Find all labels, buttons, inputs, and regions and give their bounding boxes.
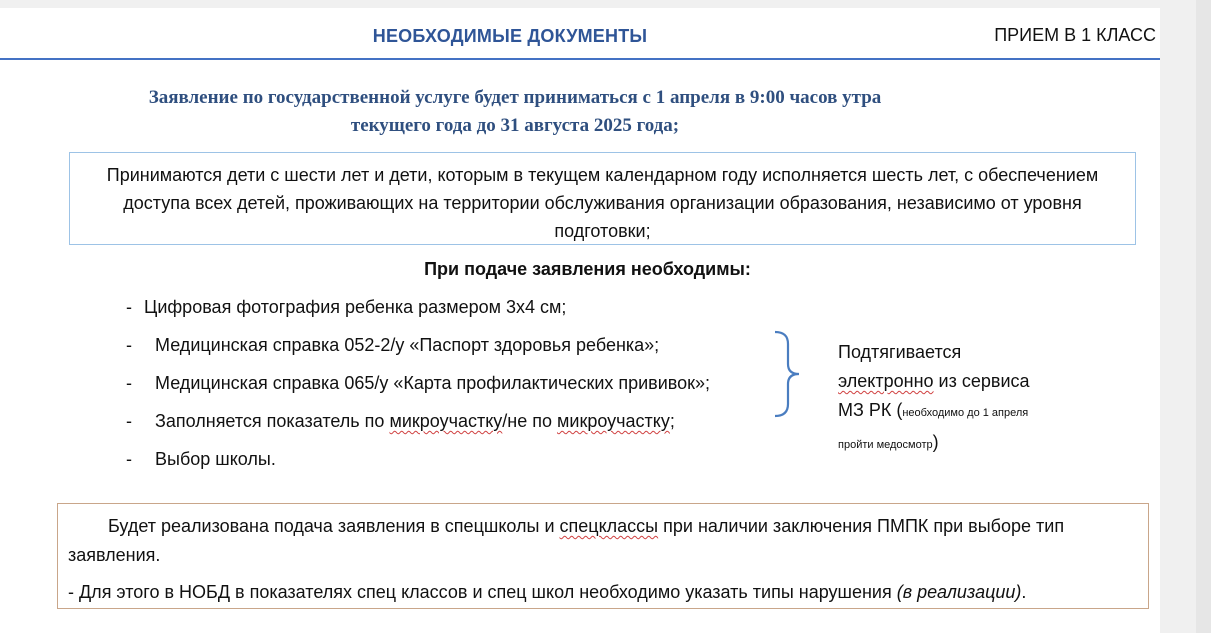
list-item bbox=[126, 373, 710, 394]
window-scroll-strip[interactable] bbox=[1196, 0, 1211, 633]
list-item-text-mid: /не по bbox=[502, 411, 558, 431]
special-schools-box bbox=[57, 503, 1149, 609]
eligibility-text: Принимаются дети с шести лет и дети, которым в текущем календарном году исполняется шесть лет, с обеспечением доступа всех детей, проживающих на территории обслуживания организации образования, независимо от уровня подготовки; bbox=[106, 165, 1099, 241]
list-item bbox=[126, 335, 659, 356]
list-item bbox=[126, 449, 276, 470]
paragraph-text: - Для этого в НОБД в показателях спец классов и спец школ необходимо указать типы нарушения bbox=[68, 582, 897, 602]
list-bullet: - bbox=[126, 335, 132, 355]
spellcheck-word: спецклассы bbox=[559, 516, 659, 536]
list-bullet: - bbox=[126, 411, 132, 431]
list-item-text: Медицинская справка 065/у «Карта профилактических прививок»; bbox=[155, 373, 711, 393]
note-line-3: МЗ РК ( bbox=[838, 400, 903, 420]
list-item bbox=[126, 297, 566, 318]
list-item-text: Медицинская справка 052-2/у «Паспорт здоровья ребенка»; bbox=[155, 335, 660, 355]
header-divider bbox=[0, 58, 1160, 60]
note-small-text: пройти медосмотр bbox=[838, 439, 933, 451]
eligibility-box bbox=[69, 152, 1136, 245]
page-title: НЕОБХОДИМЫЕ ДОКУМЕНТЫ bbox=[372, 26, 648, 46]
medical-data-note bbox=[838, 338, 1078, 460]
list-bullet: - bbox=[126, 449, 132, 469]
list-item-text: Заполняется показатель по bbox=[155, 411, 390, 431]
intro-line-1: Заявление по государственной услуге будет приниматься с 1 апреля в 9:00 часов утра bbox=[148, 87, 882, 108]
spellcheck-word: микроучастку bbox=[557, 411, 670, 431]
list-bullet: - bbox=[126, 373, 132, 393]
intro-line-2: текущего года до 31 августа 2025 года; bbox=[350, 115, 680, 136]
special-paragraph-2 bbox=[68, 578, 1138, 607]
list-bullet: - bbox=[126, 297, 132, 317]
curly-brace-icon bbox=[772, 330, 802, 418]
document-slide bbox=[0, 8, 1160, 633]
special-paragraph-1 bbox=[68, 512, 1138, 570]
section-label: ПРИЕМ В 1 КЛАСС bbox=[994, 25, 1156, 45]
note-close: ) bbox=[932, 432, 939, 452]
list-item-text-end: ; bbox=[669, 411, 675, 431]
paragraph-text: Будет реализована подача заявления в спецшколы и bbox=[108, 516, 560, 536]
note-small-text: необходимо до 1 апреля bbox=[902, 407, 1029, 419]
paragraph-text: при наличии заключения ПМПК при выборе тип заявления. bbox=[68, 516, 1065, 565]
spellcheck-word: электронно bbox=[838, 371, 934, 391]
note-line-1: Подтягивается bbox=[838, 342, 962, 362]
spellcheck-word: микроучастку bbox=[389, 411, 503, 431]
intro-statement bbox=[100, 84, 930, 140]
list-item-text: Цифровая фотография ребенка размером 3х4 см; bbox=[144, 297, 567, 317]
requirements-heading: При подаче заявления необходимы: bbox=[424, 259, 751, 279]
note-line-2: из сервиса bbox=[933, 371, 1030, 391]
list-item bbox=[126, 411, 675, 432]
paragraph-text: . bbox=[1021, 582, 1027, 602]
list-item-text: Выбор школы. bbox=[155, 449, 276, 469]
italic-note: (в реализации) bbox=[896, 582, 1022, 602]
